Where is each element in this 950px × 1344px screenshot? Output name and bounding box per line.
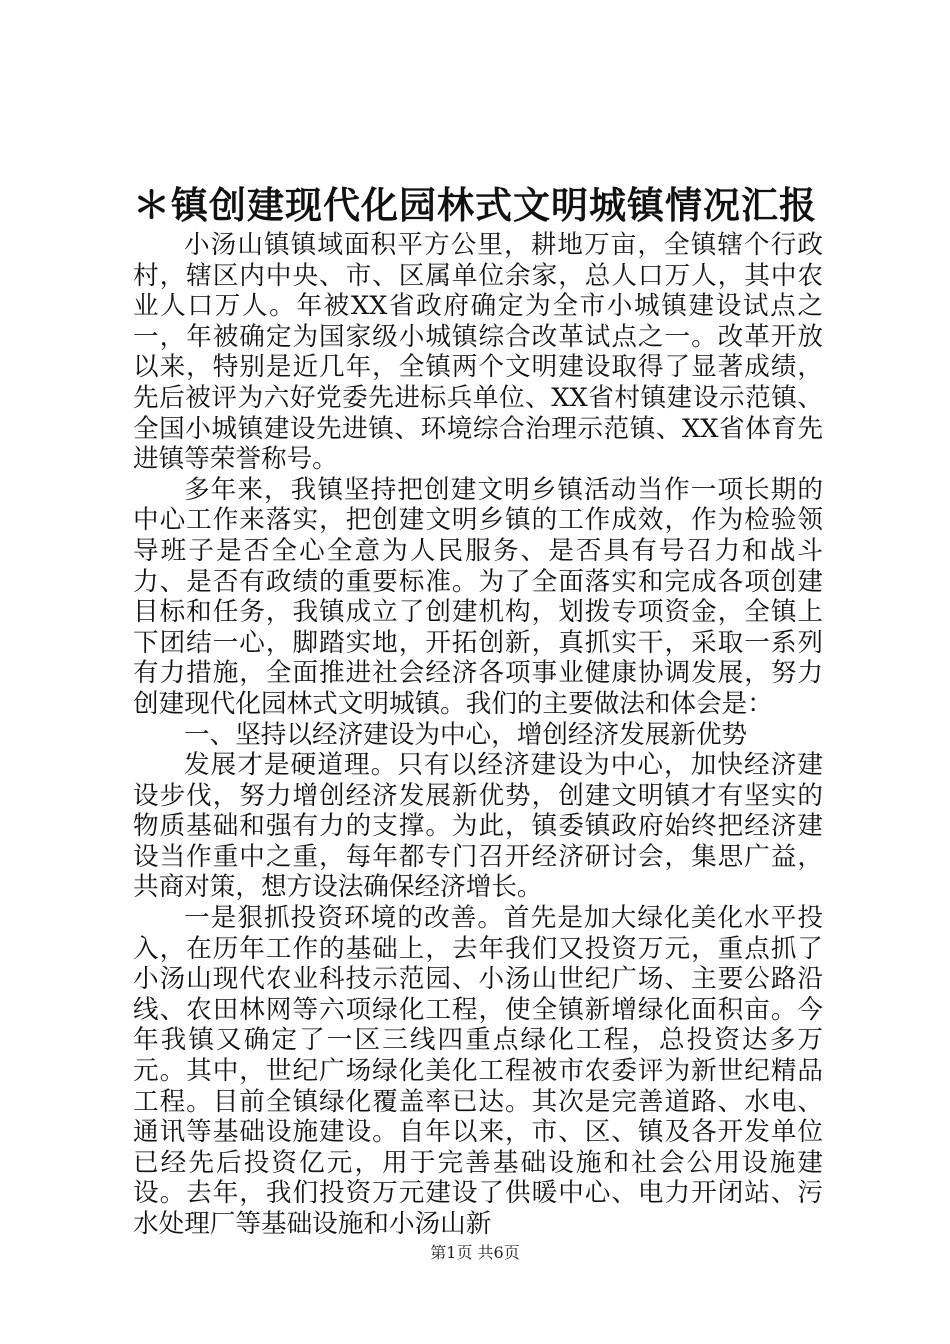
document-body: [133, 230, 823, 1240]
paragraph-economy: 发展才是硬道理。只有以经济建设为中心，加快经济建设步伐，努力增创经济发展新优势，创建文明镇才有坚实的物质基础和强有力的支撑。为此，镇委镇政府始终把经济建设当作重中之重，每年都专门召开经济研讨会，集思广益，共商对策，想方设法确保经济增长。: [133, 750, 823, 903]
document-title: ＊镇创建现代化园林式文明城镇情况汇报: [133, 184, 817, 227]
page-number-footer: 第1页 共6页: [430, 1243, 520, 1262]
paragraph-investment-environment: 一是狠抓投资环境的改善。首先是加大绿化美化水平投入，在历年工作的基础上，去年我们又投资万元，重点抓了小汤山现代农业科技示范园、小汤山世纪广场、主要公路沿线、农田林网等六项绿化工程，使全镇新增绿化面积亩。今年我镇又确定了一区三线四重点绿化工程，总投资达多万元。其中，世纪广场绿化美化工程被市农委评为新世纪精品工程。目前全镇绿化覆盖率已达。其次是完善道路、水电、通讯等基础设施建设。自年以来，市、区、镇及各开发单位已经先后投资亿元，用于完善基础设施和社会公用设施建设。去年，我们投资万元建设了供暖中心、电力开闭站、污水处理厂等基础设施和小汤山新: [133, 903, 823, 1239]
section-heading-1: 一、坚持以经济建设为中心，增创经济发展新优势: [184, 719, 748, 750]
paragraph-intro: 小汤山镇镇域面积平方公里，耕地万亩，全镇辖个行政村，辖区内中央、市、区属单位余家，总人口万人，其中农业人口万人。年被XX省政府确定为全市小城镇建设试点之一，年被确定为国家级小城镇综合改革试点之一。改革开放以来，特别是近几年，全镇两个文明建设取得了显著成绩，先后被评为六好党委先进标兵单位、XX省村镇建设示范镇、全国小城镇建设先进镇、环境综合治理示范镇、XX省体育先进镇等荣誉称号。: [133, 230, 823, 475]
paragraph-overview: 多年来，我镇坚持把创建文明乡镇活动当作一项长期的中心工作来落实，把创建文明乡镇的工作成效，作为检验领导班子是否全心全意为人民服务、是否具有号召力和战斗力、是否有政绩的重要标准。为了全面落实和完成各项创建目标和任务，我镇成立了创建机构，划拨专项资金，全镇上下团结一心，脚踏实地，开拓创新，真抓实干，采取一系列有力措施，全面推进社会经济各项事业健康协调发展，努力创建现代化园林式文明城镇。我们的主要做法和体会是：: [133, 474, 823, 719]
